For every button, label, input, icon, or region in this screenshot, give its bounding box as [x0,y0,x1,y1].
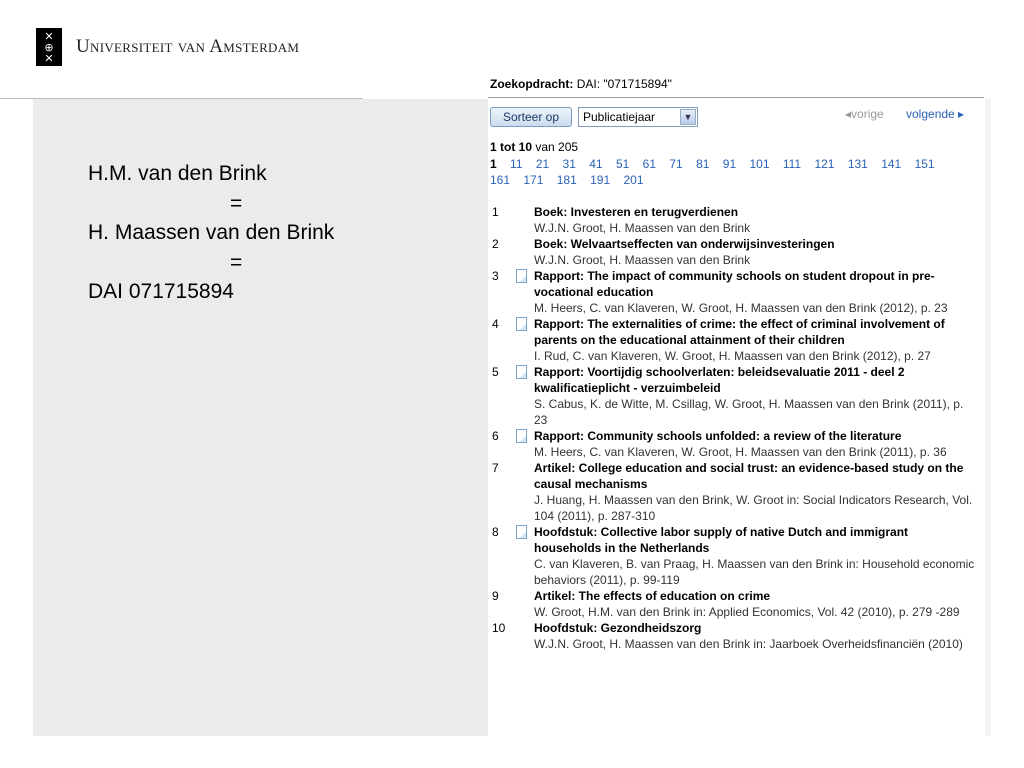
result-body [534,236,978,268]
search-results-panel [488,75,984,737]
page-link[interactable]: 21 [535,157,550,171]
result-number: 8 [492,525,499,539]
result-item [492,204,978,236]
range-prefix: 1 tot 10 [490,140,533,154]
result-icon-slot [516,588,534,620]
result-item [492,620,978,652]
result-title-link[interactable]: Boek: Investeren en terugverdienen [534,205,739,219]
result-title-link[interactable]: Artikel: College education and social trust: an evidence-based study on the causal mechanisms [534,461,964,491]
page-link[interactable]: 51 [615,157,630,171]
result-title-link[interactable]: Artikel: The effects of education on crime [534,589,771,603]
result-icon-slot [516,524,534,588]
result-icon-slot [516,268,534,316]
result-title-link[interactable]: Hoofdstuk: Collective labor supply of native Dutch and immigrant households in the Netherlands [534,525,909,555]
name-variant-1: H.M. van den Brink [88,162,267,185]
result-body [534,268,978,316]
result-body [534,620,978,652]
result-authors: M. Heers, C. van Klaveren, W. Groot, H. Maassen van den Brink (2011), p. 36 [534,445,947,459]
uva-crest-icon [36,28,62,66]
sort-toolbar [490,105,978,127]
next-page-link[interactable]: volgende ▸ [906,107,965,121]
result-body [534,204,978,236]
page-link[interactable]: 71 [669,157,683,171]
result-icon-slot [516,364,534,428]
result-body [534,428,978,460]
document-icon[interactable] [516,525,527,539]
page-link[interactable]: 41 [589,157,603,171]
crest-cross-bottom: ✕ [44,51,54,65]
result-item [492,236,978,268]
query-value: DAI: "071715894" [576,77,672,91]
result-item [492,428,978,460]
left-panel [33,99,488,736]
result-number: 10 [492,621,506,635]
result-item [492,316,978,364]
equals-sign: = [230,250,243,274]
page-link[interactable]: 91 [722,157,737,171]
page-link[interactable]: 151 [914,157,935,171]
result-number: 9 [492,589,499,603]
result-authors: S. Cabus, K. de Witte, M. Csillag, W. Groot, H. Maassen van den Brink (2011), p. 23 [534,397,964,427]
result-title-link[interactable]: Rapport: The externalities of crime: the effect of criminal involvement of parents on the educational attainment of their children [534,317,945,347]
page-link[interactable]: 191 [590,173,611,187]
result-item [492,364,978,428]
result-item [492,588,978,620]
name-equivalence [88,159,334,307]
results-list [492,204,978,652]
result-number: 2 [492,237,499,251]
query-label: Zoekopdracht: [490,77,574,91]
dai-identifier: DAI 071715894 [88,280,234,303]
pagination [490,156,970,188]
result-title-link[interactable]: Rapport: Voortijdig schoolverlaten: beleidsevaluatie 2011 - deel 2 kwalificatieplicht - verzuimbeleid [534,365,905,395]
page-link[interactable]: 181 [556,173,577,187]
scrollbar[interactable] [985,99,991,736]
result-authors: W. Groot, H.M. van den Brink in: Applied Economics, Vol. 42 (2010), p. 279 -289 [534,605,960,619]
result-number: 7 [492,461,499,475]
result-title-link[interactable]: Rapport: Community schools unfolded: a review of the literature [534,429,902,443]
result-range [490,140,578,154]
result-authors: I. Rud, C. van Klaveren, W. Groot, H. Maassen van den Brink (2012), p. 27 [534,349,931,363]
result-body [534,364,978,428]
result-body [534,524,978,588]
result-icon-slot [516,620,534,652]
result-authors: W.J.N. Groot, H. Maassen van den Brink [534,221,751,235]
result-item [492,268,978,316]
uva-logo [36,28,299,66]
result-icon-slot [516,316,534,364]
page-link[interactable]: 171 [523,173,544,187]
result-title-link[interactable]: Rapport: The impact of community schools on student dropout in pre-vocational education [534,269,935,299]
university-name: Universiteit van Amsterdam [76,36,300,57]
page-link[interactable]: 31 [562,157,576,171]
chevron-down-icon[interactable]: ▼ [680,109,696,125]
result-icon-slot [516,428,534,460]
page-link[interactable]: 11 [510,157,523,171]
result-number: 1 [492,205,499,219]
sort-select-value: Publicatiejaar [583,110,656,124]
result-title-link[interactable]: Boek: Welvaartseffecten van onderwijsinvesteringen [534,237,835,251]
result-authors: W.J.N. Groot, H. Maassen van den Brink [534,253,751,267]
result-body [534,316,978,364]
page-link[interactable]: 161 [490,173,511,187]
document-icon[interactable] [516,317,527,331]
result-item [492,460,978,524]
sort-button[interactable]: Sorteer op [490,107,572,127]
page-link: 1 [490,157,497,171]
result-icon-slot [516,204,534,236]
page-link[interactable]: 111 [782,157,802,171]
result-number: 5 [492,365,499,379]
result-body [534,588,978,620]
page-link[interactable]: 101 [749,157,770,171]
sort-select[interactable] [578,107,698,127]
page-link[interactable]: 141 [881,157,902,171]
document-icon[interactable] [516,429,527,443]
page-link[interactable]: 81 [696,157,710,171]
range-suffix: van 205 [535,140,579,154]
name-variant-2: H. Maassen van den Brink [88,221,335,244]
result-number: 3 [492,269,499,283]
result-title-link[interactable]: Hoofdstuk: Gezondheidszorg [534,621,702,635]
query-line [490,77,672,91]
result-authors: J. Huang, H. Maassen van den Brink, W. Groot in: Social Indicators Research, Vol. 104 (2011), p. 287-310 [534,493,973,523]
result-authors: M. Heers, C. van Klaveren, W. Groot, H. Maassen van den Brink (2012), p. 23 [534,301,948,315]
crest-center: ⊕ [44,40,54,54]
document-icon[interactable] [516,365,527,379]
page-link[interactable]: 121 [814,157,835,171]
page-link[interactable]: 61 [642,157,657,171]
result-number: 4 [492,317,499,331]
document-icon[interactable] [516,269,527,283]
previous-page-link[interactable]: ◂vorige [845,107,884,121]
page-link[interactable]: 201 [623,173,644,187]
result-item [492,524,978,588]
result-icon-slot [516,236,534,268]
crest-cross-top: ✕ [44,29,54,43]
query-divider [488,97,984,98]
result-icon-slot [516,460,534,524]
page-link[interactable]: 131 [847,157,868,171]
result-number: 6 [492,429,499,443]
result-authors: C. van Klaveren, B. van Praag, H. Maassen van den Brink in: Household economic behaviors (2011), p. 99-119 [534,557,975,587]
equals-sign: = [230,191,243,215]
result-body [534,460,978,524]
result-authors: W.J.N. Groot, H. Maassen van den Brink in: Jaarboek Overheidsfinanciën (2010) [534,637,963,651]
